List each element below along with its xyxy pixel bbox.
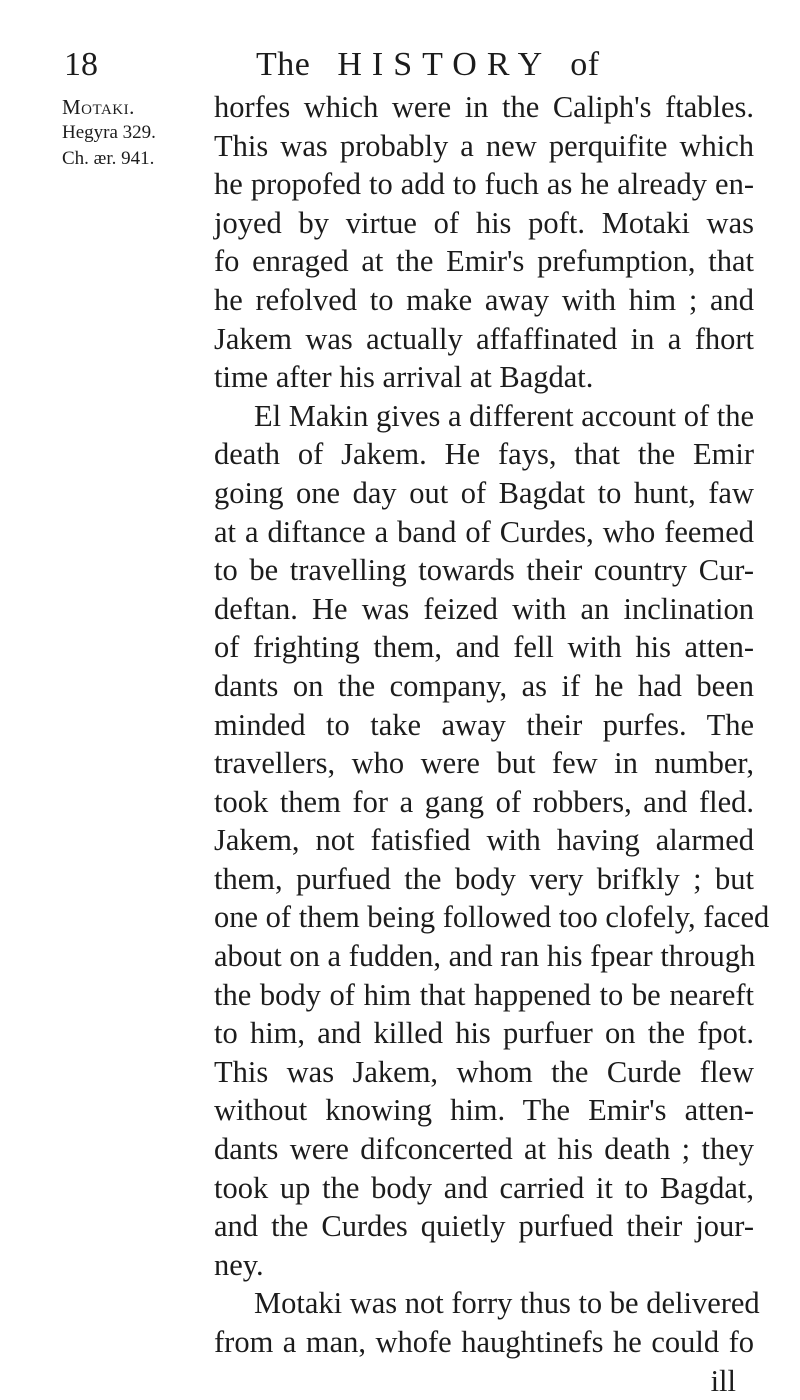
text-line: of frighting them, and fell with his atten- — [214, 630, 754, 665]
title-prefix: The — [256, 46, 311, 83]
title-main: HISTORY — [337, 46, 553, 83]
margin-note-christian-era: Ch. ær. 941. — [62, 148, 155, 169]
text-line: one of them being followed too clofely, faced — [214, 900, 770, 935]
text-line: minded to take away their purfes. The — [214, 707, 754, 742]
text-line: about on a fudden, and ran his fpear through — [214, 939, 756, 974]
margin-note-hegyra: Hegyra 329. — [62, 122, 156, 143]
text-line: fo enraged at the Emir's prefumption, that — [214, 244, 754, 279]
text-line: took up the body and carried it to Bagdat, — [214, 1170, 754, 1205]
text-line: This was Jakem, whom the Curde flew — [214, 1054, 754, 1089]
text-line: took them for a gang of robbers, and fled. — [214, 784, 754, 819]
text-line: ney. — [214, 1247, 264, 1282]
text-line: dants on the company, as if he had been — [214, 668, 754, 703]
body-text — [214, 88, 770, 1400]
text-line: travellers, who were but few in number, — [214, 746, 754, 781]
paragraph — [214, 88, 754, 397]
text-line: This was probably a new perquifite which — [214, 128, 754, 163]
margin-notes — [62, 94, 212, 172]
text-line: from a man, whofe haughtinefs he could fo — [214, 1325, 754, 1359]
text-line: at a diftance a band of Curdes, who feemed — [214, 514, 754, 549]
text-line: Motaki was not forry thus to be delivered — [254, 1286, 760, 1321]
text-line: the body of him that happened to be neareft — [214, 977, 754, 1012]
text-line: he propofed to add to fuch as he already en- — [214, 167, 754, 202]
text-line: to him, and killed his purfuer on the fpot. — [214, 1016, 754, 1051]
text-line: deftan. He was feized with an inclination — [214, 591, 754, 626]
text-line: horfes which were in the Caliph's ftables. — [214, 90, 754, 124]
paragraph — [214, 397, 770, 1285]
title-suffix: of — [570, 46, 600, 83]
text-line: El Makin gives a different account of the — [254, 398, 754, 433]
text-line: he refolved to make away with him ; and — [214, 282, 754, 317]
text-line: going one day out of Bagdat to hunt, faw — [214, 475, 754, 510]
text-line: death of Jakem. He fays, that the Emir — [214, 437, 754, 472]
text-line: dants were difconcerted at his death ; they — [214, 1132, 754, 1167]
text-line: without knowing him. The Emir's atten- — [214, 1093, 754, 1128]
running-header — [0, 40, 800, 90]
running-title — [256, 40, 600, 90]
text-line: time after his arrival at Bagdat. — [214, 360, 594, 395]
text-line: them, purfued the body very brifkly ; but — [214, 861, 754, 896]
text-line: and the Curdes quietly purfued their jour- — [214, 1209, 754, 1244]
paragraph — [214, 1284, 760, 1361]
text-line: to be travelling towards their country Cur- — [214, 553, 754, 588]
margin-note-name: Motaki. — [62, 95, 135, 119]
text-line: Jakem, not fatisfied with having alarmed — [214, 823, 754, 858]
text-line: joyed by virtue of his poft. Motaki was — [214, 205, 754, 240]
page-number: 18 — [64, 46, 98, 83]
catchword: ill — [710, 1363, 736, 1398]
text-line: Jakem was actually affaffinated in a fhort — [214, 321, 754, 356]
